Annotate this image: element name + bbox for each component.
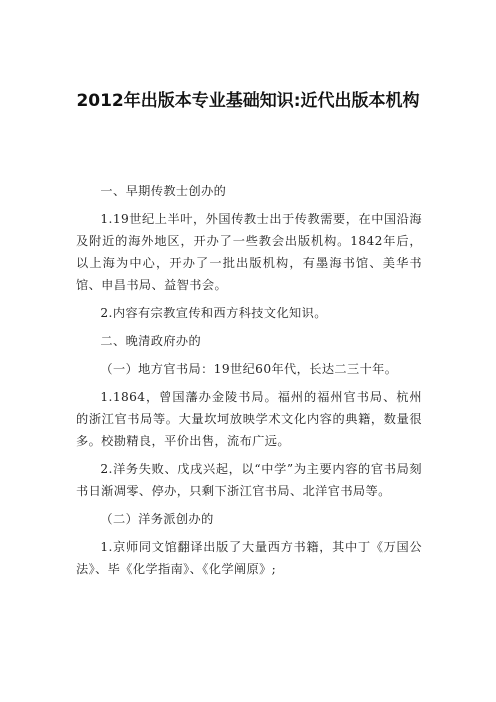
paragraph-decline: 2.洋务失败、戊戌兴起，以“中学”为主要内容的官书局刻书日渐凋零、停办，只剩下浙江官书局、北洋官书局等。 <box>76 462 422 498</box>
section-heading-missionaries: 一、早期传教士创办的 <box>100 184 227 198</box>
document-body <box>76 180 422 586</box>
subheading-westernization-group: （二）洋务派创办的 <box>100 512 214 526</box>
paragraph-tongwen-guan: 1.京师同文馆翻译出版了大量西方书籍，其中丁《万国公法》、毕《化学指南》、《化学阐原》; <box>76 540 422 576</box>
paragraph-jinling-bookstore: 1.1864，曾国藩办金陵书局。福州的福州官书局、杭州的浙江官书局等。大量坎坷放映学术文化内容的典籍，数量很多。校勘精良，平价出售，流布广远。 <box>76 390 422 448</box>
paragraph-missionary-content: 2.内容有宗教宣传和西方科技文化知识。 <box>100 306 327 320</box>
subheading-local-official-bookstores: （一）地方官书局：19世纪60年代，长达二三十年。 <box>100 362 398 376</box>
section-heading-qing-government: 二、晚清政府办的 <box>100 334 202 348</box>
document-title: 2012年出版本专业基础知识:近代出版本机构 <box>76 91 420 111</box>
paragraph-missionary-history: 1.19世纪上半叶，外国传教士出于传教需要，在中国沿海及附近的海外地区，开办了一些教会出版机构。1842年后，以上海为中心，开办了一批出版机构，有墨海书馆、美华书馆、申昌书局、益智书会。 <box>76 212 422 292</box>
